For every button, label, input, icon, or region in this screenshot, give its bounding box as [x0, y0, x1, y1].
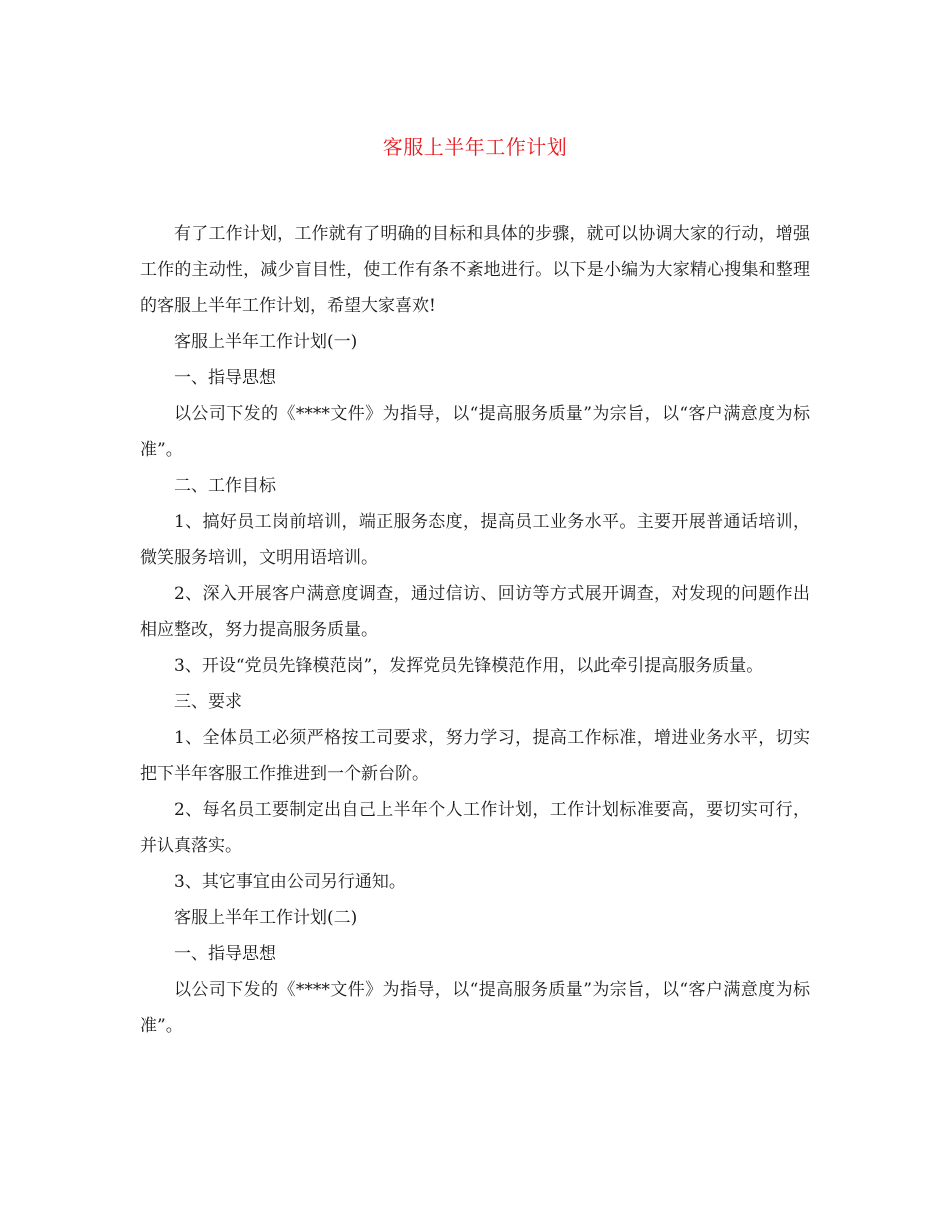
subheading-guiding-idea-2: 一、指导思想 [174, 944, 276, 964]
paragraph-requirement-2: 2、每名员工要制定出自己上半年个人工作计划，工作计划标准要高，要切实可行，并认真落实。 [140, 800, 810, 856]
paragraph-guiding-idea: 以公司下发的《****文件》为指导，以“提高服务质量”为宗旨，以“客户满意度为标准”。 [140, 404, 810, 460]
paragraph-requirement-1: 1、全体员工必须严格按工司要求，努力学习，提高工作标准，增进业务水平，切实把下半年客服工作推进到一个新台阶。 [140, 728, 810, 784]
paragraph-goal-2: 2、深入开展客户满意度调查，通过信访、回访等方式展开调查，对发现的问题作出相应整改，努力提高服务质量。 [140, 584, 810, 640]
subheading-work-goals: 二、工作目标 [174, 476, 276, 496]
paragraph-requirement-3: 3、其它事宜由公司另行通知。 [174, 872, 406, 892]
document-title: 客服上半年工作计划 [382, 135, 568, 159]
paragraph-goal-3: 3、开设“党员先锋模范岗”，发挥党员先锋模范作用，以此牵引提高服务质量。 [174, 656, 764, 676]
paragraph-guiding-idea-2: 以公司下发的《****文件》为指导，以“提高服务质量”为宗旨，以“客户满意度为标准”。 [140, 980, 810, 1036]
section-heading-plan-1: 客服上半年工作计划(一) [174, 332, 358, 352]
section-heading-plan-2: 客服上半年工作计划(二) [174, 908, 358, 928]
paragraph-intro: 有了工作计划，工作就有了明确的目标和具体的步骤，就可以协调大家的行动，增强工作的主动性，减少盲目性，使工作有条不紊地进行。以下是小编为大家精心搜集和整理的客服上半年工作计划，希望大家喜欢! [140, 224, 810, 316]
document-body [140, 216, 810, 1044]
subheading-requirements: 三、要求 [174, 692, 242, 712]
subheading-guiding-idea: 一、指导思想 [174, 368, 276, 388]
paragraph-goal-1: 1、搞好员工岗前培训，端正服务态度，提高员工业务水平。主要开展普通话培训，微笑服务培训，文明用语培训。 [140, 512, 810, 568]
